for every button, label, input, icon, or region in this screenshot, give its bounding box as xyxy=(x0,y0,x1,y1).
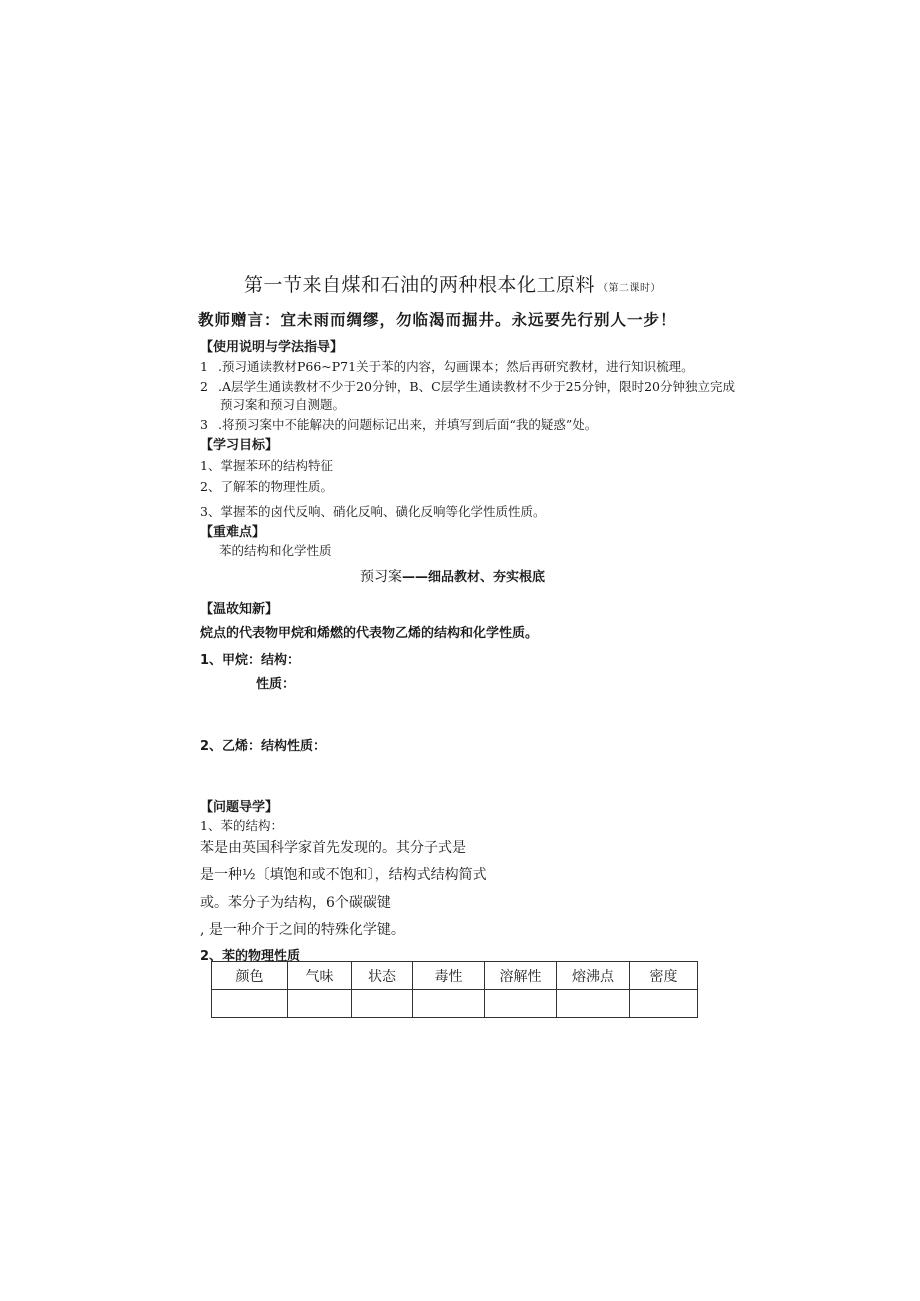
title-subtitle: （第二课时） xyxy=(598,283,662,294)
table-cell-state[interactable] xyxy=(352,990,413,1018)
ethylene-label: 2、乙烯：结构性质： xyxy=(200,739,327,754)
guide-line-3: 或。苯分子为结构，6个碳碳键 xyxy=(200,895,391,911)
guide-q2: 2、苯的物理性质 xyxy=(200,949,301,964)
guide-line-1: 苯是由英国科学家首先发现的。其分子式是 xyxy=(200,840,466,856)
table-cell-density[interactable] xyxy=(630,990,698,1018)
usage-item-3-num: 3 xyxy=(200,417,208,432)
goal-item-2: 2、了解苯的物理性质。 xyxy=(200,479,333,494)
guide-line-4: , 是一种介于之间的特殊化学键。 xyxy=(200,922,405,938)
table-header-cell: 熔沸点 xyxy=(557,962,630,990)
preview-heading xyxy=(360,566,545,586)
page-title xyxy=(244,270,661,297)
table-cell-color[interactable] xyxy=(212,990,288,1018)
table-cell-odor[interactable] xyxy=(288,990,352,1018)
methane-structure-label: 1、甲烷：结构： xyxy=(200,653,301,668)
goal-item-3: 3、掌握苯的卤代反响、硝化反响、磺化反响等化学性质性质。 xyxy=(200,504,546,519)
usage-item-1 xyxy=(200,357,694,375)
usage-item-2-cont-text: 预习案和预习自测题。 xyxy=(220,397,346,412)
guide-line-2: 是一种½〔填饱和或不饱和〕，结构式结构简式 xyxy=(200,867,487,883)
table-cell-solubility[interactable] xyxy=(485,990,557,1018)
usage-item-2-num: 2 xyxy=(200,379,208,394)
table-header-row xyxy=(212,962,698,990)
review-intro: 烷点的代表物甲烷和烯燃的代表物乙烯的结构和化学性质。 xyxy=(200,626,539,641)
preview-suffix: ——细品教材、夯实根底 xyxy=(402,570,546,585)
guide-header: 【问题导学】 xyxy=(200,800,279,815)
title-main: 第一节来自煤和石油的两种根本化工原料 xyxy=(244,274,596,296)
usage-item-2-cont xyxy=(200,395,345,413)
table-cell-toxicity[interactable] xyxy=(413,990,485,1018)
preview-prefix: 预习案 xyxy=(360,569,402,585)
key-text: 苯的结构和化学性质 xyxy=(219,543,332,558)
table-row xyxy=(212,990,698,1018)
usage-item-1-text: .预习通读教材P66~P71关于苯的内容，勾画课本；然后再研究教材，进行知识梳理。 xyxy=(218,359,694,374)
usage-item-3 xyxy=(200,415,597,433)
review-header: 【温故知新】 xyxy=(200,602,279,617)
goal-item-1: 1、掌握苯环的结构特征 xyxy=(200,458,333,473)
table-header-cell: 毒性 xyxy=(413,962,485,990)
usage-item-2-text: .A层学生通读教材不少于20分钟，B、C层学生通读教材不少于25分钟，限时20分钟独立完成 xyxy=(218,379,735,394)
key-header: 【重难点】 xyxy=(200,525,266,540)
physical-properties-table xyxy=(211,961,698,1018)
goals-header: 【学习目标】 xyxy=(200,438,279,453)
usage-item-3-text: .将预习案中不能解决的问题标记出来，并填写到后面“我的疑惑”处。 xyxy=(218,417,598,432)
teacher-motto: 教师赠言：宜未雨而绸缪，勿临渴而掘井。永远要先行别人一步！ xyxy=(198,310,677,329)
table-header-cell: 溶解性 xyxy=(485,962,557,990)
usage-item-2 xyxy=(200,377,735,395)
table-header-cell: 气味 xyxy=(288,962,352,990)
usage-header: 【使用说明与学法指导】 xyxy=(200,340,344,355)
table-header-cell: 状态 xyxy=(352,962,413,990)
table-cell-melting-boiling[interactable] xyxy=(557,990,630,1018)
usage-item-1-num: 1 xyxy=(200,359,208,374)
guide-q1: 1、苯的结构： xyxy=(200,818,283,833)
table-header-cell: 密度 xyxy=(630,962,698,990)
table-header-cell: 颜色 xyxy=(212,962,288,990)
methane-property-label: 性质： xyxy=(256,677,296,692)
